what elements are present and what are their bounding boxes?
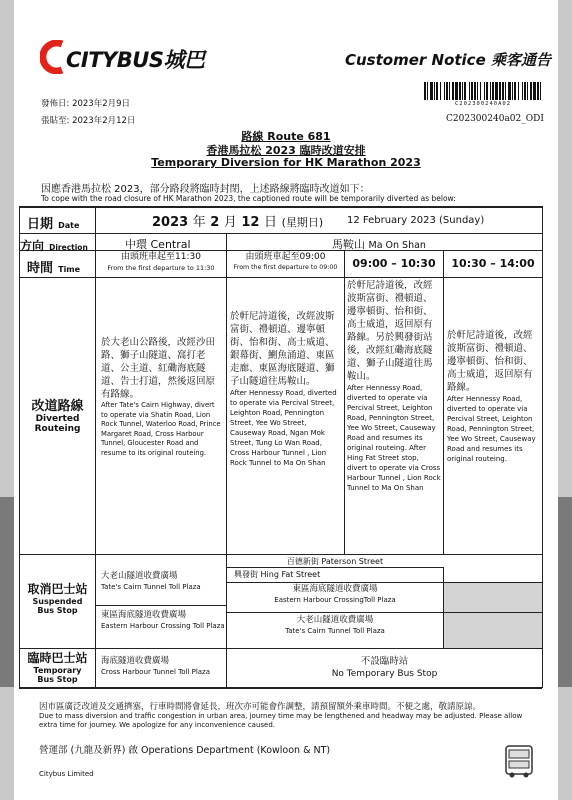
date-en: 12 February 2023 (Sunday) <box>347 215 485 226</box>
barcode-bar <box>436 82 438 100</box>
barcode-bar <box>459 82 461 100</box>
left-margin-bar <box>0 0 14 800</box>
suspended-stop-tates-cairn: 大老山隧道收費廣場 Tate's Cairn Tunnel Toll Plaza <box>101 571 201 591</box>
barcode-bar <box>455 82 458 100</box>
barcode-bar <box>477 82 478 100</box>
diverted-route-1: 於大老山公路後，改經沙田路、獅子山隧道、窩打老道、公主道、紅磡海底隧道、告士打道，然後返回原有路線。 After Tate's Cairn Highway, divert to operate via Shatin Road, Lion Rock Tunnel, Waterloo Road, Prince Margaret Road, Cross Harbour Tunnel, Gloucester Road and resume to its original routeing. <box>101 337 221 457</box>
direction-central: 中環 Central <box>125 238 191 251</box>
time-col-2: 由頭班車起至09:00 From the first departure to 09:00 <box>233 252 338 271</box>
barcode-bar <box>495 82 498 100</box>
time-label: 時間 Time <box>27 261 81 276</box>
time-col-3: 09:00 – 10:30 <box>352 257 436 270</box>
suspended-stop-eastern-harbour: 東區海底隧道收費廣場 Eastern Harbour Crossing Toll Plaza <box>101 610 225 630</box>
diverted-route-2: 於軒尼詩道後，改經波斯富街、禮頓道、邊寧頓街、怡和街、高士威道、銀幕街、鰂魚涌道、東區走廊、東區海底隧道、獅子山隧道往馬鞍山。 After Hennessy Road, diverted to operate via Percival Street, Leighton Road, Pennington Street, Yee Wo Street, Causeway Road, Ngan Mok Street, Tung Lo Wan Road, Cross Harbour Tunnel , Lion Rock Tunnel to Ma On Shan <box>230 311 337 467</box>
barcode-bar <box>502 82 504 100</box>
intro-zh: 因應香港馬拉松 2023，部分路段將臨時封閉，上述路線將臨時改道如下： <box>41 184 370 195</box>
barcode-bar <box>537 82 539 100</box>
barcode-bar <box>469 82 470 100</box>
route-title: 路線 Route 681 <box>241 130 331 143</box>
barcode-bar <box>434 82 435 100</box>
barcode-bar <box>490 82 491 100</box>
barcode-bar <box>452 82 454 100</box>
temporary-stop-none: 不設臨時站 No Temporary Bus Stop <box>331 656 438 679</box>
citybus-logo <box>40 38 205 80</box>
time-col-1: 由頭班車起至11:30 From the first departure to 11:30 <box>107 252 215 272</box>
barcode-bar <box>527 82 528 100</box>
title-en: Temporary Diversion for HK Marathon 2023 <box>151 156 421 169</box>
barcode-bar <box>474 82 476 100</box>
barcode-bar <box>430 82 433 100</box>
brand-name: CITYBUS城巴 <box>66 48 205 72</box>
department-signature: 營運部 (九龍及新界) 啟 Operations Department (Kowloon & NT) <box>39 745 331 756</box>
barcode-bar <box>522 82 523 100</box>
barcode-bar <box>512 82 513 100</box>
barcode-bar <box>499 82 501 100</box>
barcode-bar <box>424 82 426 100</box>
barcode-bar <box>444 82 445 100</box>
right-margin-bar <box>558 0 572 800</box>
barcode-bar <box>540 82 541 100</box>
barcode-bar <box>492 82 494 100</box>
grey-cell <box>443 620 542 648</box>
barcode-bar <box>530 82 532 100</box>
time-col-4: 10:30 – 14:00 <box>451 257 535 270</box>
suspended-stop-eastern-harbour-2: 東區海底隧道收費廣場 Eastern Harbour CrossingToll Plaza <box>274 584 396 604</box>
barcode-bar <box>471 82 473 100</box>
temporary-label: 臨時巴士站 Temporary Bus Stop <box>27 651 88 684</box>
date-label: 日期 Date <box>27 217 80 232</box>
diverted-route-4: 於軒尼詩道後，改經波斯富街、禮頓道、邊寧頓街、怡和街、高士威道，返回原有路線。 After Hennessy Road, diverted to operate via Percival Street, Leighton Road, Pennington Street, Yee Wo Street, Causeway Road and resumes its original routeing. <box>447 330 536 463</box>
suspended-stop-hing-fat: 興發街 Hing Fat Street <box>234 570 321 579</box>
barcode-bar <box>480 82 481 100</box>
barcode-bar <box>464 82 466 100</box>
direction-ma-on-shan: 馬鞍山 Ma On Shan <box>332 238 426 251</box>
barcode-bar <box>533 82 536 100</box>
diverted-route-3: 於軒尼詩道後，改經波斯富街、禮頓道、邊寧頓街、怡和街、高士威道，返回原有路線。另於興發街站後，改經紅磡海底隧道、獅子山隧道往馬鞍山。 After Hennessy Road, diverted to operate via Percival Street, Leighton Road, Pennington Street, Yee Wo Street, Causeway Road and resumes its original routeing. After Hing Fat Street stop, divert to operate via Cross Harbour Tunnel , Lion Rock Tunnel to Ma On Shan <box>347 280 441 492</box>
barcode-bar <box>518 82 519 100</box>
title-zh: 香港馬拉松 2023 臨時改道安排 <box>206 144 366 157</box>
barcode-text: C202300240A02 <box>454 101 512 107</box>
footer-note-zh: 因市區廣泛改道及交通擠塞，行車時間將會延長，班次亦可能會作調整，請預留額外乘車時間。不便之處，敬請原諒。 <box>39 702 482 712</box>
intro-en: To cope with the road closure of HK Marathon 2023, the captioned route will be temporarily diverted as below: <box>41 194 456 203</box>
bus-icon <box>500 742 538 780</box>
barcode-bar <box>508 82 511 100</box>
date-zh: 2023 年 2 月 12 日 (星期日) <box>152 215 324 230</box>
footer-note-en: Due to mass diversion and traffic congestion in urban area, journey time may be lengthened and headway may be adjusted. Please allow extra time for journey. We apologize for any inconvenience caused. <box>39 712 523 729</box>
barcode-bar <box>484 82 485 100</box>
direction-label: 方向 Direction <box>20 239 88 253</box>
post-date: 張貼至: 2023年2月12日 <box>41 116 136 126</box>
barcode-bar <box>449 82 450 100</box>
barcode-bar <box>524 82 526 100</box>
barcode-bar <box>505 82 506 100</box>
suspended-stop-tates-cairn-2: 大老山隧道收費廣場 Tate's Cairn Tunnel Toll Plaza <box>285 615 385 635</box>
barcode-bar <box>514 82 516 100</box>
barcode-bar <box>440 82 441 100</box>
grey-cell <box>443 583 542 620</box>
suspended-stop-paterson: 百德新街 Paterson Street <box>286 557 384 566</box>
barcode-bar <box>427 82 428 100</box>
issue-date: 發佈日: 2023年2月9日 <box>41 99 131 109</box>
notice-title: Customer Notice 乘客通告 <box>345 51 551 69</box>
barcode-bar <box>446 82 448 100</box>
barcode-icon <box>424 82 542 100</box>
reference-number: C202300240a02_ODI <box>446 114 544 124</box>
barcode-bar <box>486 82 488 100</box>
suspended-label: 取消巴士站 Suspended Bus Stop <box>27 582 88 615</box>
temporary-stop-cross-harbour: 海底隧道收費廣場 Cross Harbour Tunnel Toll Plaza <box>101 656 211 676</box>
barcode-bar <box>462 82 463 100</box>
company-name: Citybus Limited <box>39 770 94 778</box>
diverted-label: 改道路線 Diverted Routeing <box>31 399 84 434</box>
